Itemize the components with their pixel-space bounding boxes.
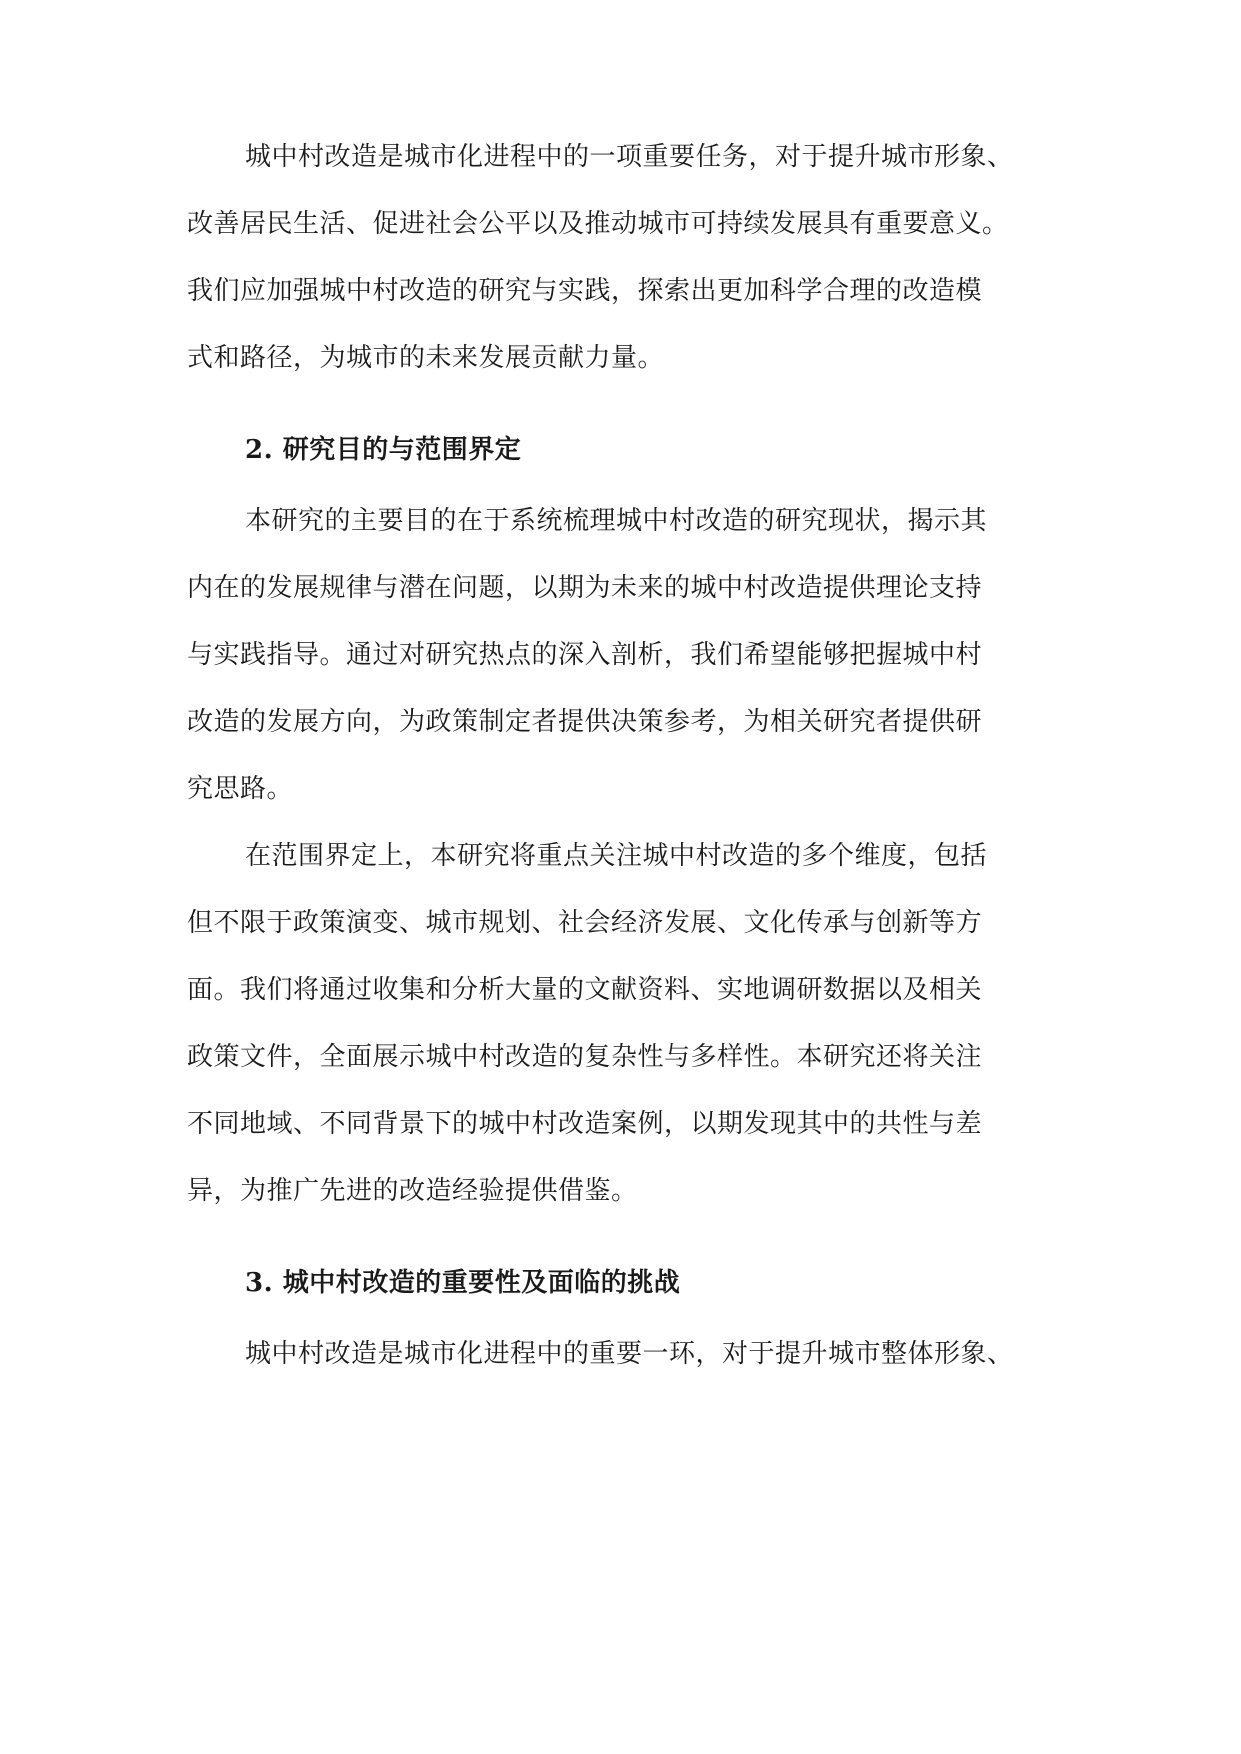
text-line: 我们应加强城中村改造的研究与实践，探索出更加科学合理的改造模 (187, 276, 983, 306)
text-line: 城中村改造是城市化进程中的一项重要任务，对于提升城市形象、 (245, 142, 1014, 172)
text-line: 式和路径，为城市的未来发展贡献力量。 (187, 343, 665, 373)
text-line: 异，为推广先进的改造经验提供借鉴。 (187, 1176, 638, 1206)
section-heading: 3. 城中村改造的重要性及面临的挑战 (245, 1268, 681, 1298)
text-line: 不同地域、不同背景下的城中村改造案例，以期发现其中的共性与差 (187, 1109, 983, 1139)
text-line: 面。我们将通过收集和分析大量的文献资料、实地调研数据以及相关 (187, 975, 983, 1005)
text-line: 在范围界定上，本研究将重点关注城中村改造的多个维度，包括 (245, 841, 988, 871)
text-line: 城中村改造是城市化进程中的重要一环，对于提升城市整体形象、 (245, 1339, 1014, 1369)
text-line: 但不限于政策演变、城市规划、社会经济发展、文化传承与创新等方 (187, 908, 983, 938)
text-line: 究思路。 (187, 774, 294, 804)
text-line: 与实践指导。通过对研究热点的深入剖析，我们希望能够把握城中村 (187, 640, 983, 670)
text-line: 政策文件，全面展示城中村改造的复杂性与多样性。本研究还将关注 (187, 1042, 983, 1072)
text-line: 本研究的主要目的在于系统梳理城中村改造的研究现状，揭示其 (245, 506, 988, 536)
text-line: 改善居民生活、促进社会公平以及推动城市可持续发展具有重要意义。 (187, 209, 1009, 239)
section-heading: 2. 研究目的与范围界定 (245, 435, 522, 465)
text-line: 改造的发展方向，为政策制定者提供决策参考，为相关研究者提供研 (187, 707, 983, 737)
text-line: 内在的发展规律与潜在问题，以期为未来的城中村改造提供理论支持 (187, 573, 983, 603)
